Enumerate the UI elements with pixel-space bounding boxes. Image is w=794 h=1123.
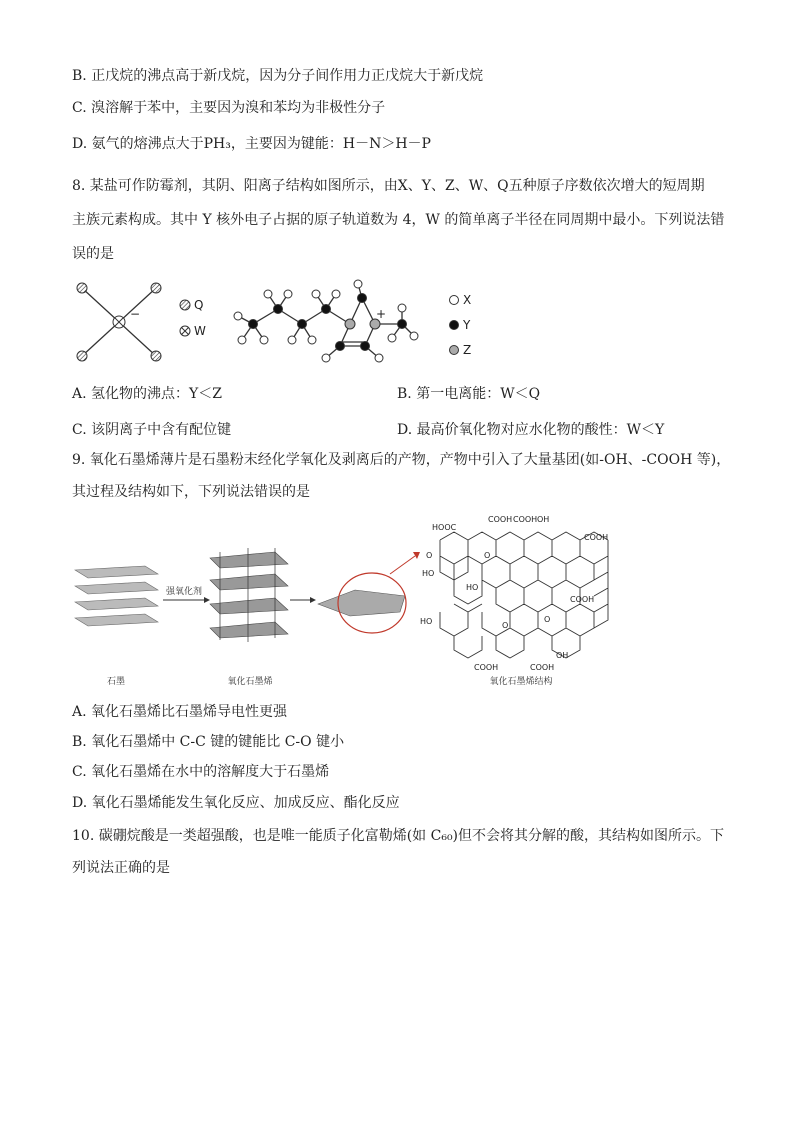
- graphite-layers: [75, 566, 158, 626]
- functional-group-label-14: O: [484, 551, 491, 560]
- q8-option-a: A. 氢化物的沸点：Y＜Z: [72, 386, 222, 402]
- q9-option-b: B. 氧化石墨烯中 C-C 键的键能比 C-O 键小: [72, 734, 345, 750]
- functional-group-label-1: COOH: [488, 515, 513, 524]
- legend-w: W: [194, 324, 206, 338]
- anion-structure: [77, 283, 161, 361]
- functional-group-label-10: O: [502, 621, 509, 630]
- q8-ion-structure-figure: [70, 276, 490, 372]
- anion-charge: −: [130, 307, 141, 321]
- legend-z: Z: [463, 343, 472, 357]
- q7-option-b: B. 正戊烷的沸点高于新戊烷，因为分子间作用力正戊烷大于新戊烷: [72, 68, 484, 84]
- q9-stem-line1: 9. 氧化石墨烯薄片是石墨粉末经化学氧化及剥离后的产物，产物中引入了大量基团(如-OH、-COOH 等)，: [72, 452, 731, 468]
- q7-option-d: D. 氨气的熔沸点大于PH₃，主要因为键能：H－N＞H－P: [72, 136, 431, 152]
- q7-option-c: C. 溴溶解于苯中，主要因为溴和苯均为非极性分子: [72, 100, 386, 116]
- q9-option-d: D. 氧化石墨烯能发生氧化反应、加成反应、酯化反应: [72, 795, 400, 811]
- q8-stem-line2: 主族元素构成。其中 Y 核外电子占据的原子轨道数为 4，W 的简单离子半径在同周期中最小。下列说法错: [72, 212, 725, 228]
- functional-group-label-15: O: [544, 615, 551, 624]
- functional-group-label-6: HO: [422, 569, 435, 578]
- functional-group-label-13: OH: [556, 651, 569, 660]
- q8-stem-line1: 8. 某盐可作防霉剂，其阴、阳离子结构如图所示，由X、Y、Z、W、Q五种原子序数依次增大的短周期: [72, 178, 705, 194]
- functional-group-label-9: HO: [420, 617, 433, 626]
- q8-option-c: C. 该阴离子中含有配位键: [72, 422, 232, 438]
- cation-atoms: [234, 280, 418, 362]
- graphite-caption: 石墨: [106, 677, 126, 687]
- structure-caption: 氧化石墨烯结构: [489, 677, 553, 687]
- functional-group-label-12: COOH: [530, 663, 555, 672]
- q8-option-b: B. 第一电离能：W＜Q: [397, 386, 541, 402]
- oxidant-label: 强氧化剂: [165, 587, 203, 597]
- q9-graphene-oxide-figure: [70, 512, 630, 692]
- functional-group-label-5: O: [426, 551, 433, 560]
- functional-group-label-8: COOH: [570, 595, 595, 604]
- q10-stem-line2: 列说法正确的是: [72, 860, 170, 876]
- functional-group-label-4: COOH: [584, 533, 609, 542]
- functional-group-label-11: COOH: [474, 663, 499, 672]
- q10-stem-line1: 10. 碳硼烷酸是一类超强酸，也是唯一能质子化富勒烯(如 C₆₀)但不会将其分解的酸，其结构如图所示。下: [72, 828, 725, 844]
- q9-option-a: A. 氧化石墨烯比石墨烯导电性更强: [72, 704, 288, 720]
- q9-stem-line2: 其过程及结构如下，下列说法错误的是: [72, 484, 310, 500]
- q9-option-c: C. 氧化石墨烯在水中的溶解度大于石墨烯: [72, 764, 330, 780]
- q8-stem-line3: 误的是: [72, 246, 114, 262]
- cation-charge: +: [376, 307, 387, 321]
- graphite-oxide-layers: [210, 552, 288, 638]
- graphene-oxide-sheet: [318, 590, 405, 616]
- functional-group-label-0: HOOC: [432, 523, 457, 532]
- q8-option-d: D. 最高价氧化物对应水化物的酸性：W＜Y: [397, 422, 665, 438]
- functional-group-label-7: HO: [466, 583, 479, 592]
- legend-x: X: [463, 293, 472, 307]
- functional-group-label-3: OH: [537, 515, 550, 524]
- legend-q: Q: [194, 298, 204, 312]
- graphite-oxide-caption: 氧化石墨烯: [227, 677, 273, 687]
- legend-y: Y: [463, 318, 471, 332]
- functional-group-label-2: COOH: [513, 515, 538, 524]
